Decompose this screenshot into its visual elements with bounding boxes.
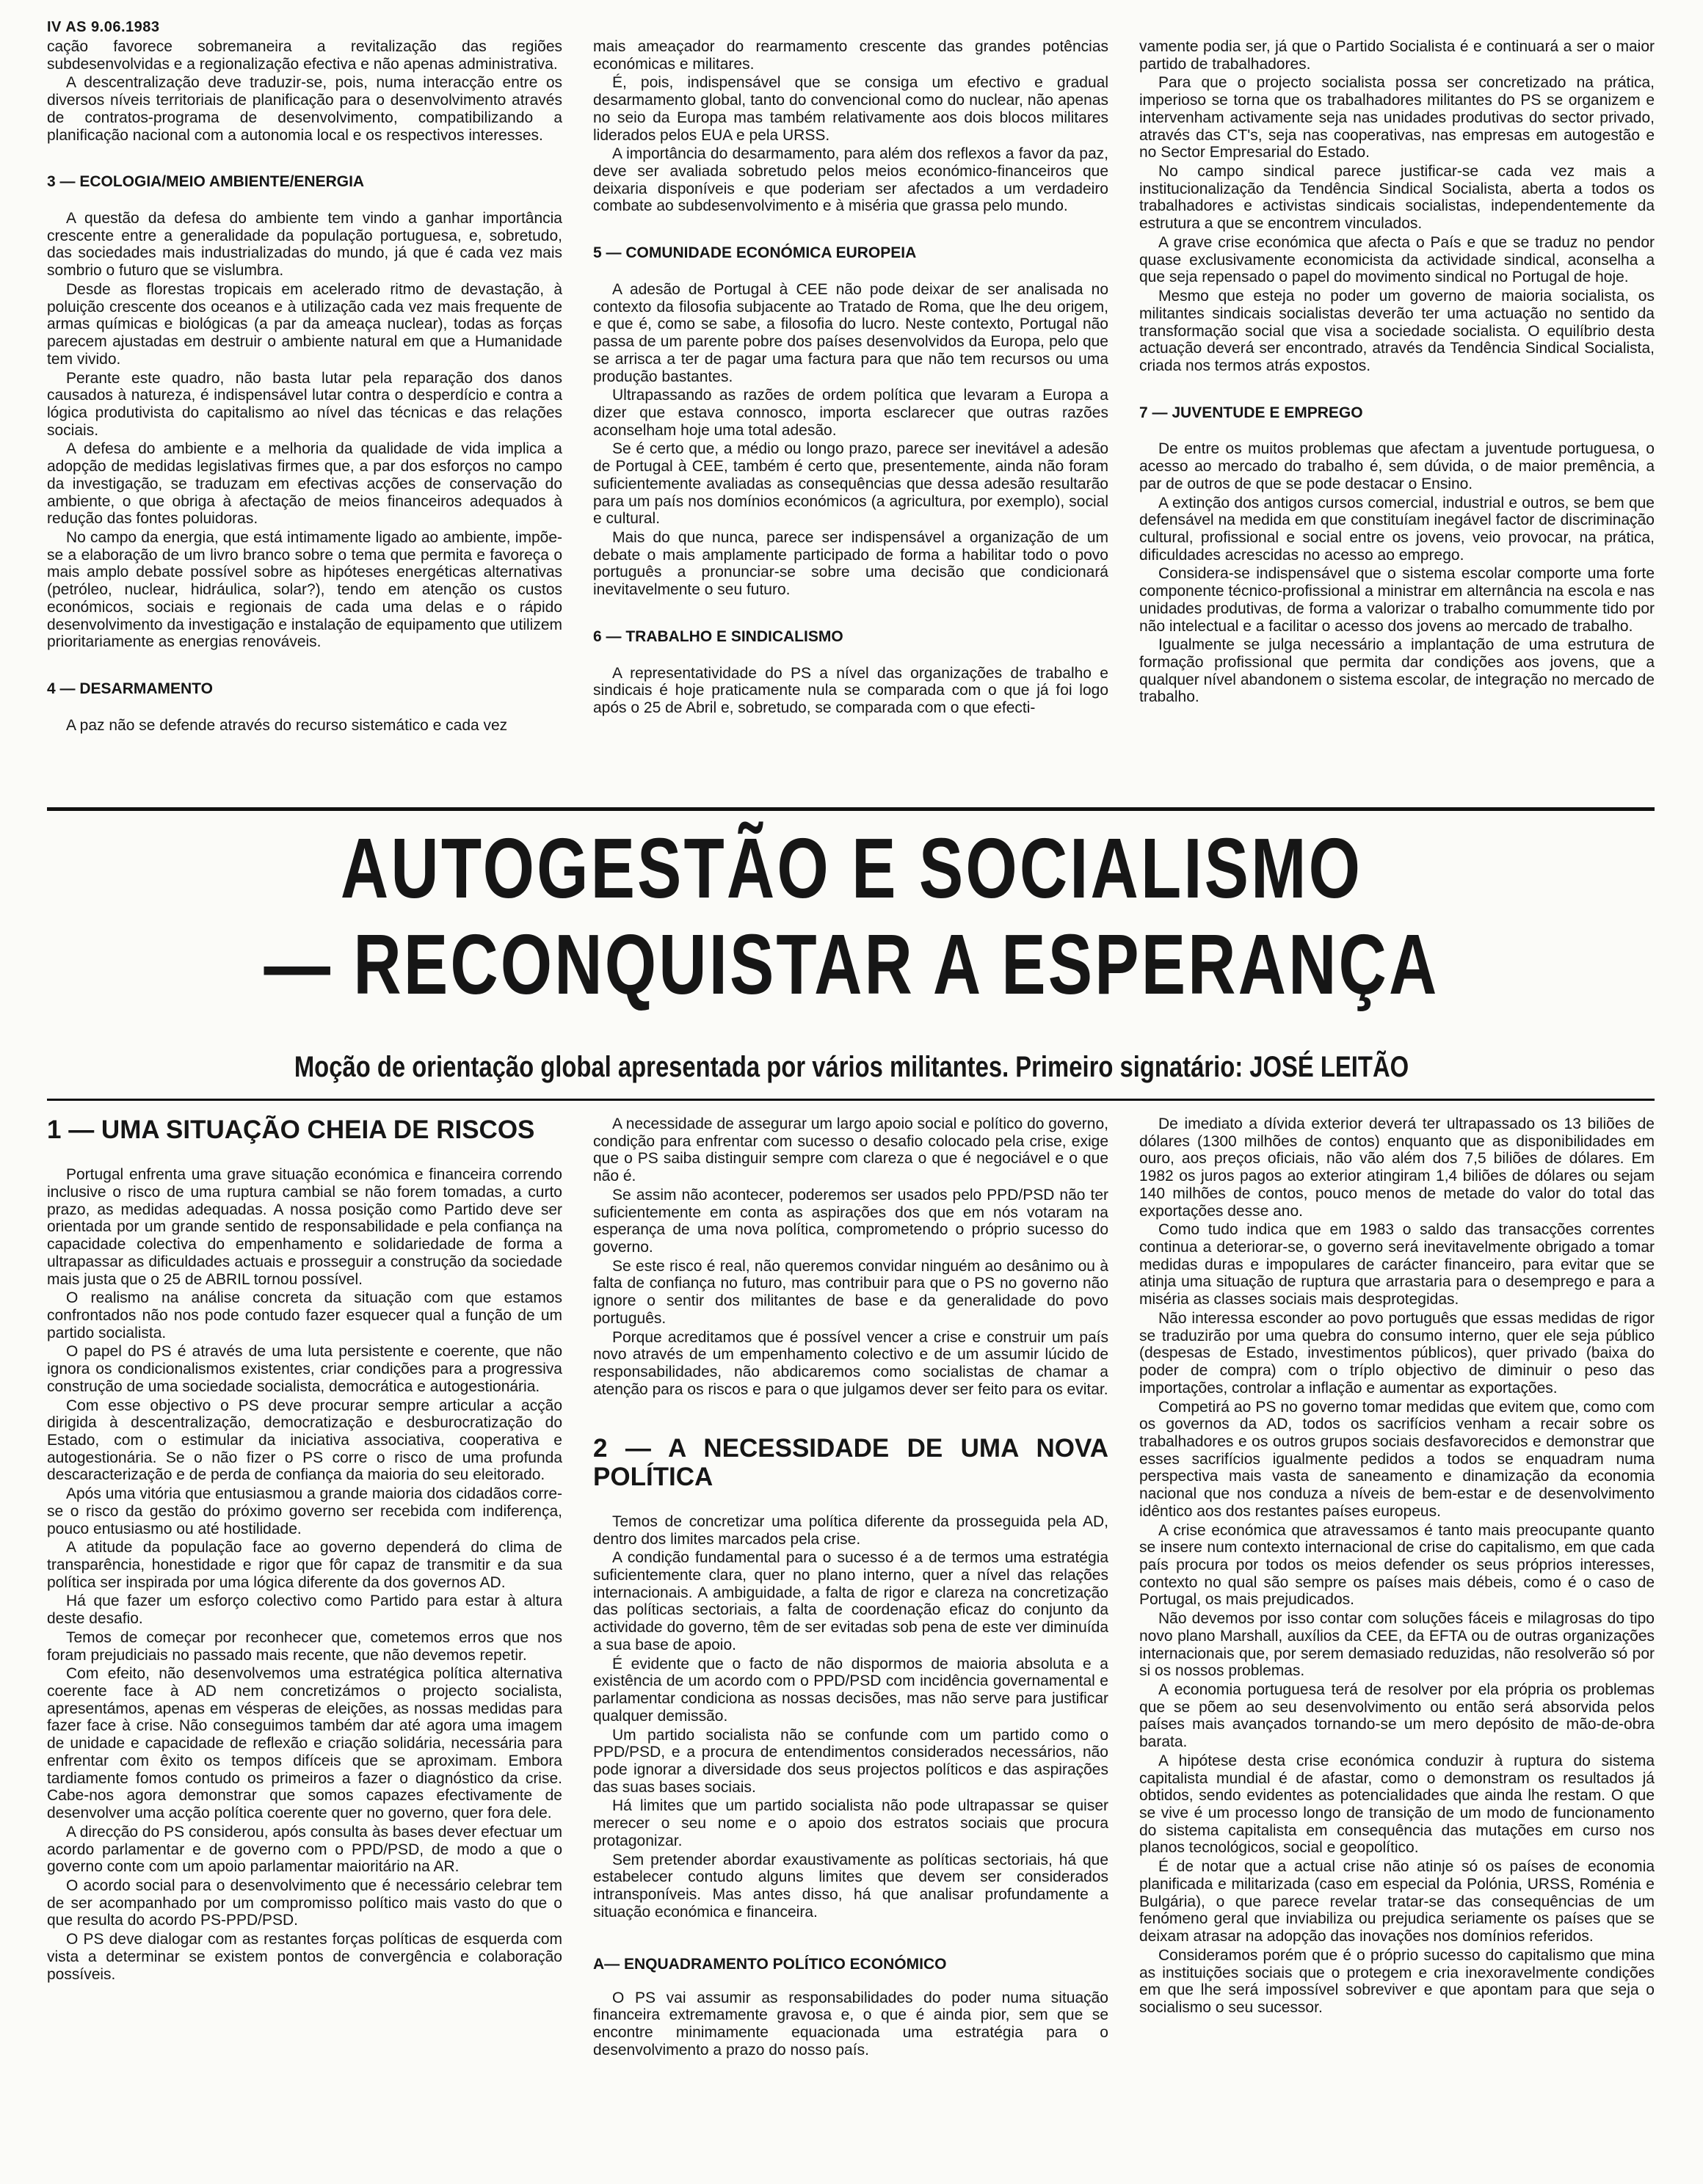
article-column-1 bbox=[47, 1115, 562, 2165]
paragraph: O PS deve dialogar com as restantes forças políticas de esquerda com vista a determinar se existem pontos de convergência e colaboração possíveis. bbox=[47, 1931, 562, 1983]
paragraph: A extinção dos antigos cursos comercial, industrial e outros, se bem que defensável na medida em que constituíam inegável factor de discriminação cultural, profissional e social entre os jovens, veio provocar, na prática, dificuldades acrescidas no acesso ao emprego. bbox=[1139, 494, 1655, 564]
article-column-3 bbox=[1139, 1115, 1655, 2165]
paragraph: O PS vai assumir as responsabilidades do poder numa situação financeira extremamente gravosa e, o que é ainda pior, sem que se encontre minimamente equacionada uma estratégia para o desenvolvimento a prazo do nosso país. bbox=[593, 1989, 1108, 2059]
paragraph: A atitude da população face ao governo dependerá do clima de transparência, honestidade e rigor que fôr capaz de transmitir e da sua política ser inspirada por uma lógica diferente da dos governos AD. bbox=[47, 1539, 562, 1591]
paragraph: Um partido socialista não se confunde com um partido como o PPD/PSD, e a procura de entendimentos considerados necessários, não pode ignorar a diversidade dos seus projectos políticos e das aspirações das suas bases sociais. bbox=[593, 1726, 1108, 1796]
paragraph: Com efeito, não desenvolvemos uma estratégica política alternativa coerente face à AD nem concretizámos o projecto socialista, apresentámos, apenas em vésperas de eleições, as nossas medidas para fazer face à crise. Não conseguimos também dar até agora uma imagem de unidade e capacidade de reflexão e criação solidária, necessária para enfrentar com êxito os tempos difíceis que se aproximam. Embora tardiamente fomos contudo os primeiros a fazer o diagnóstico da crise. Cabe-nos agora demonstrar que somos capazes efectivamente de desenvolver uma acção política coerente quer no governo, quer fora dele. bbox=[47, 1665, 562, 1822]
top-column-1 bbox=[47, 38, 562, 801]
headline-line-2: — RECONQUISTAR A ESPERANÇA bbox=[264, 917, 1439, 1013]
top-section bbox=[47, 38, 1655, 801]
paragraph: De entre os muitos problemas que afectam a juventude portuguesa, o acesso ao mercado do trabalho é, sem dúvida, o de maior premência, a par de outros de que se pode destacar o Ensino. bbox=[1139, 440, 1655, 492]
paragraph: A crise económica que atravessamos é tanto mais preocupante quanto se insere num contexto internacional de crise do capitalismo, em que cada país procura por todos os meios defender os seus próprios interesses, contexto no qual são sempre os países mais débeis, como é o caso de Portugal, os mais prejudicados. bbox=[1139, 1521, 1655, 1609]
paragraph: A defesa do ambiente e a melhoria da qualidade de vida implica a adopção de medidas legislativas firmes que, a par dos esforços no campo da investigação, se traduzam em efectivas acções de conservação do ambiente, o que obriga à afectação de meios financeiros adequados à redução das fontes poluidoras. bbox=[47, 440, 562, 528]
headline bbox=[187, 820, 1516, 1013]
paragraph: Perante este quadro, não basta lutar pela reparação dos danos causados à natureza, é indispensável lutar contra o desperdício e contra a lógica produtivista do capitalismo ao nível das técnicas e das relações sociais. bbox=[47, 369, 562, 439]
paragraph: Porque acreditamos que é possível vencer a crise e construir um país novo através de um empenhamento colectivo e de um assumir lúcido de responsabilidades, não abdicaremos como socialistas de chamar a atenção para os riscos e para o que julgamos dever ser feito para os evitar. bbox=[593, 1328, 1108, 1398]
paragraph: É evidente que o facto de não dispormos de maioria absoluta e a existência de um acordo com o PPD/PSD com incidência governamental e parlamentar condiciona as nossas decisões, mas não serve para justificar qualquer demissão. bbox=[593, 1655, 1108, 1725]
paragraph: No campo sindical parece justificar-se cada vez mais a institucionalização da Tendência Sindical Socialista, aberta a todos os trabalhadores e activistas sindicais socialistas, independentemente da estrutura a que se encontrem vinculados. bbox=[1139, 163, 1655, 233]
paragraph: A grave crise económica que afecta o País e que se traduz no pendor quase exclusivamente economicista da actividade sindical, aconselha a que seja repensado o papel do movimento sindical no Portugal de hoje. bbox=[1139, 233, 1655, 286]
paragraph: A descentralização deve traduzir-se, pois, numa interacção entre os diversos níveis territoriais de planificação para o desenvolvimento através de contratos-programa de desenvolvimento, compatibilizando a planificação nacional com a autonomia local e os respectivos interesses. bbox=[47, 74, 562, 144]
article-column-2 bbox=[593, 1115, 1108, 2165]
paragraph: Considera-se indispensável que o sistema escolar comporte uma forte componente técnico-profissional a ministrar em alternância na escola e nas unidades produtivas, de forma a valorizar o trabalho comummente tido por não intelectual e a facilitar o acesso dos jovens ao mercado de trabalho. bbox=[1139, 565, 1655, 635]
paragraph: A condição fundamental para o sucesso é a de termos uma estratégia suficientemente clara, quer no plano interno, quer a nível das relações internacionais. A ambiguidade, a falta de rigor e clareza na concretização das políticas sectoriais, a falta de coordenação eficaz do conjunto da actividade do governo, têm de ser evitadas sob pena de este ver diminuída a sua base de apoio. bbox=[593, 1549, 1108, 1653]
paragraph: Não interessa esconder ao povo português que essas medidas de rigor se traduzirão por uma quebra do consumo interno, quer ele seja público (despesas de Estado, investimentos públicos), quer privado (baixa do poder de compra) com o tríplo objectivo de diminuir o peso das importações, controlar a inflação e aumentar as exportações. bbox=[1139, 1309, 1655, 1397]
section-heading: 3 — ECOLOGIA/MEIO AMBIENTE/ENERGIA bbox=[47, 173, 365, 191]
paragraph: Temos de começar por reconhecer que, cometemos erros que nos foram prejudiciais no passado mais recente, que não devemos repetir. bbox=[47, 1628, 562, 1664]
paragraph: Se assim não acontecer, poderemos ser usados pelo PPD/PSD não ter suficientemente em conta as aspirações dos que em nós votaram na esperança de uma nova política, comprometendo o próprio sucesso do governo. bbox=[593, 1186, 1108, 1256]
headline-line-1: AUTOGESTÃO E SOCIALISMO bbox=[340, 820, 1363, 916]
paragraph: A necessidade de assegurar um largo apoio social e político do governo, condição para enfrentar com sucesso o desafio colocado pela crise, exige que o PS saiba distinguir sempre com clareza o que é negociável e o que não é. bbox=[593, 1115, 1108, 1185]
paragraph: A economia portuguesa terá de resolver por ela própria os problemas que se põem ao seu desenvolvimento ou então será absorvida pelos países mais avançados tornando-se um mero depósito de mão-de-obra barata. bbox=[1139, 1681, 1655, 1751]
paragraph: A adesão de Portugal à CEE não pode deixar de ser analisada no contexto da filosofia subjacente ao Tratado de Roma, que lhe deu origem, e que é, como se sabe, a filosofia do lucro. Neste contexto, Portugal não passa de um parente pobre dos países desenvolvidos da Europa, pelo que se arrisca a ter de pagar uma factura para que não tem recursos ou uma produção bastantes. bbox=[593, 280, 1108, 385]
article-body bbox=[47, 1115, 1655, 2165]
paragraph: A paz não se defende através do recurso sistemático e cada vez bbox=[66, 716, 508, 734]
paragraph: Ultrapassando as razões de ordem política que levaram a Europa a dizer que estava connosco, importa esclarecer que outras razões aconselham hoje uma total adesão. bbox=[593, 387, 1108, 439]
paragraph: Se é certo que, a médio ou longo prazo, parece ser inevitável a adesão de Portugal à CEE, também é certo que, presentemente, ainda não foram suficientemente avaliadas as consequências que dessa adesão resultarão para um país nos domínios económicos (a agricultura, por exemplo), social e cultural. bbox=[593, 440, 1108, 528]
page-folio: IV AS 9.06.1983 bbox=[47, 19, 160, 35]
paragraph: Sem pretender abordar exaustivamente as políticas sectoriais, há que estabelecer contudo alguns limites que devem ser considerados intransponíveis. Mas antes disso, há que analisar profundamente a situação económica e financeira. bbox=[593, 1851, 1108, 1921]
paragraph: Há que fazer um esforço colectivo como Partido para estar à altura deste desafio. bbox=[47, 1592, 562, 1628]
paragraph: vamente podia ser, já que o Partido Socialista é e continuará a ser o maior partido de trabalhadores. bbox=[1139, 38, 1655, 73]
section-heading: 5 — COMUNIDADE ECONÓMICA EUROPEIA bbox=[593, 244, 917, 262]
paragraph: Desde as florestas tropicais em acelerado ritmo de devastação, à poluição crescente dos oceanos e à utilização cada vez mais frequente de armas químicas e biológicas (a par da ameaça nuclear), todas as forças parecem ajustadas em destruir o ambiente natural em que a Humanidade tem vivido. bbox=[47, 280, 562, 368]
paragraph: Para que o projecto socialista possa ser concretizado na prática, imperioso se torna que os trabalhadores militantes do PS se organizem e intervenham activamente seja nas unidades produtivas do sector privado, através das CT's, seja nas cooperativas, nas empresas em autogestão e no Sector Empresarial do Estado. bbox=[1139, 74, 1655, 161]
paragraph: Há limites que um partido socialista não pode ultrapassar se quiser merecer o seu nome e o apoio dos estratos sociais que procura protagonizar. bbox=[593, 1797, 1108, 1849]
paragraph: A importância do desarmamento, para além dos reflexos a favor da paz, deve ser avaliada sobretudo pelos meios económico-financeiros que deixaria disponíveis e que poderiam ser afectados a um verdadeiro combate ao subdesenvolvimento e à miséria que grassa pelo mundo. bbox=[593, 145, 1108, 215]
paragraph: Consideramos porém que é o próprio sucesso do capitalismo que mina as instituições sociais que o protegem e cria inexoravelmente condições em que lhe será impossível sobreviver e que apontam para que seja o socialismo o seu sucessor. bbox=[1139, 1946, 1655, 2016]
paragraph: Igualmente se julga necessário a implantação de uma estrutura de formação profissional que permita dar condições aos jovens, que a qualquer nível abandonem o sistema escolar, de integração no mercado de trabalho. bbox=[1139, 636, 1655, 706]
subsection-heading: A— ENQUADRAMENTO POLÍTICO ECONÓMICO bbox=[593, 1956, 947, 1973]
paragraph: Mesmo que esteja no poder um governo de maioria socialista, os militantes sindicais socialistas deverão ter uma actuação no sentido da transformação social que visa a sociedade socialista. O equilíbrio desta actuação deverá ser encontrado, através da Tendência Sindical Socialista, criada nos termos atrás expostos. bbox=[1139, 288, 1655, 374]
top-column-2 bbox=[593, 38, 1108, 801]
paragraph: cação favorece sobremaneira a revitalização das regiões subdesenvolvidas e a regionalização efectiva e não apenas administrativa. bbox=[47, 38, 562, 73]
section-heading: 1 — UMA SITUAÇÃO CHEIA DE RISCOS bbox=[47, 1115, 535, 1144]
paragraph: A representatividade do PS a nível das organizações de trabalho e sindicais é hoje praticamente nula se comparada com o que já foi logo após o 25 de Abril e, sobretudo, se comparada com o que efecti- bbox=[593, 664, 1108, 716]
paragraph: A questão da defesa do ambiente tem vindo a ganhar importância crescente entre a generalidade da população portuguesa, e, sobretudo, das sociedades mais industrializadas do mundo, já que é cada vez mais sombrio o futuro que se vislumbra. bbox=[47, 210, 562, 280]
section-heading: 4 — DESARMAMENTO bbox=[47, 680, 213, 697]
section-heading: 7 — JUVENTUDE E EMPREGO bbox=[1139, 404, 1363, 421]
section-divider bbox=[47, 807, 1655, 811]
section-heading: 6 — TRABALHO E SINDICALISMO bbox=[593, 627, 843, 645]
top-column-3 bbox=[1139, 38, 1655, 801]
paragraph: Mais do que nunca, parece ser indispensável a organização de um debate o mais amplamente participado de forma a habilitar todo o povo português a pronunciar-se sobre uma decisão que condicionará inevitavelmente o seu futuro. bbox=[593, 528, 1108, 599]
paragraph: É, pois, indispensável que se consiga um efectivo e gradual desarmamento global, tanto do convencional como do nuclear, não apenas no seio da Europa mas também relativamente aos dois blocos militares liderados pelos EUA e pela URSS. bbox=[593, 74, 1108, 144]
paragraph: De imediato a dívida exterior deverá ter ultrapassado os 13 biliões de dólares (1300 milhões de contos) enquanto que as disponibilidades em ouro, aos preços oficiais, não vão além dos 7,5 biliões de dólares. Em 1982 os juros pagos ao exterior atingiram 1,4 biliões de dólares ou sejam 140 milhões de contos, pouco menos de metade do valor do total das exportações desse ano. bbox=[1139, 1115, 1655, 1220]
paragraph: Competirá ao PS no governo tomar medidas que evitem que, como com os governos da AD, todos os sacrifícios venham a recair sobre os trabalhadores e os outros grupos sociais desfavorecidos e demonstrar que esses sacrifícios igualmente pedidos a todos se enquadram numa perspectiva mais vasta de saneamento e dinamização da economia nacional que nos conduza a níveis de bem-estar e de desenvolvimento idêntico aos dos restantes países europeus. bbox=[1139, 1398, 1655, 1520]
paragraph: Com esse objectivo o PS deve procurar sempre articular a acção dirigida à descentralização, democratização e desburocratização do Estado, com o estimular da iniciativa associativa, cooperativa e autogestionária. Se o não fizer o PS corre o risco de uma profunda descaracterização e de perda de confiança da maioria do seu eleitorado. bbox=[47, 1397, 562, 1484]
subheadline-divider bbox=[47, 1099, 1655, 1101]
paragraph: A hipótese desta crise económica conduzir à ruptura do sistema capitalista mundial é de afastar, como o demonstram os resultados já obtidos, sendo evidentes as potencialidades que ainda lhe restam. O que se vive é um processo longo de transição de um modo de funcionamento do sistema capitalista em consequência das mutações em curso nos planos tecnológicos, social e geopolítico. bbox=[1139, 1752, 1655, 1857]
paragraph: Como tudo indica que em 1983 o saldo das transacções correntes continua a deteriorar-se, o governo será inevitavelmente obrigado a tomar medidas duras e impopulares de carácter financeiro, para evitar que se atinja uma situação de ruptura que arrastaria para o desemprego e para a miséria as classes sociais mais desprotegidas. bbox=[1139, 1221, 1655, 1308]
paragraph: Temos de concretizar uma política diferente da prosseguida pela AD, dentro dos limites marcados pela crise. bbox=[593, 1513, 1108, 1548]
paragraph: O acordo social para o desenvolvimento que é necessário celebrar tem de ser acompanhado por um compromisso político mais vasto do que o que resulta do acordo PS-PPD/PSD. bbox=[47, 1877, 562, 1929]
paragraph: O realismo na análise concreta da situação com que estamos confrontados não nos pode contudo fazer esquecer qual a função de um partido socialista. bbox=[47, 1289, 562, 1342]
paragraph: A direcção do PS considerou, após consulta às bases dever efectuar um acordo parlamentar e de governo com o PPD/PSD, de modo a que o governo conte com um apoio parlamentar maioritário na AR. bbox=[47, 1823, 562, 1876]
paragraph: Não devemos por isso contar com soluções fáceis e milagrosas do tipo novo plano Marshall, auxílios da CEE, da EFTA ou de outras organizações internacionais que, por serem demasiado reduzidas, não resolverão só por si os nossos problemas. bbox=[1139, 1610, 1655, 1680]
paragraph: O papel do PS é através de uma luta persistente e coerente, que não ignora os condicionalismos existentes, criar condições para a progressiva construção de uma sociedade socialista, democrática e autogestionária. bbox=[47, 1343, 562, 1395]
subheadline: Moção de orientação global apresentada por vários militantes. Primeiro signatário: JOSÉ LEITÃO bbox=[294, 1051, 1409, 1083]
paragraph: No campo da energia, que está intimamente ligado ao ambiente, impõe-se a elaboração de um livro branco sobre o tema que permita e favoreça o mais amplo debate possível sobre as hipóteses energéticas alternativas (petróleo, nuclear, hidráulica, solar?), tendo em atenção os custos económicos, sociais e regionais de cada uma delas e o rápido desenvolvimento da investigação e instalação de equipamento que utilizem prioritariamente as energias renováveis. bbox=[47, 528, 562, 651]
paragraph: Portugal enfrenta uma grave situação económica e financeira correndo inclusive o risco de uma ruptura cambial se não forem tomadas, a curto prazo, as medidas adequadas. A nossa posição como Partido deve ser orientada por um grande sentido de responsabilidade e pela confiança na capacidade colectiva do empenhamento e solidariedade de forma a ultrapassar as dificuldades actuais e prosseguir a construção da sociedade mais justa que o 25 de ABRIL tornou possível. bbox=[47, 1166, 562, 1288]
section-heading: 2 — A NECESSIDADE DE UMA NOVA POLÍTICA bbox=[593, 1433, 1108, 1491]
paragraph: mais ameaçador do rearmamento crescente das grandes potências económicas e militares. bbox=[593, 38, 1108, 73]
paragraph: Se este risco é real, não queremos convidar ninguém ao desânimo ou à falta de confiança no futuro, mas contribuir para que o PS no governo não ignore o sentir dos militantes de base e da generalidade do povo português. bbox=[593, 1257, 1108, 1327]
paragraph: Após uma vitória que entusiasmou a grande maioria dos cidadãos corre-se o risco da gestão do próximo governo ser recebida com indiferença, pouco entusiasmo ou até hostilidade. bbox=[47, 1485, 562, 1537]
paragraph: É de notar que a actual crise não atinje só os países de economia planificada e militarizada (caso em especial da Polónia, URSS, Roménia e Bulgária), o que parece revelar tratar-se das consequências de um fenómeno geral que inviabiliza ou prejudica seriamente os países que se deixam atrasar na adopção das inovações nos domínios referidos. bbox=[1139, 1858, 1655, 1945]
